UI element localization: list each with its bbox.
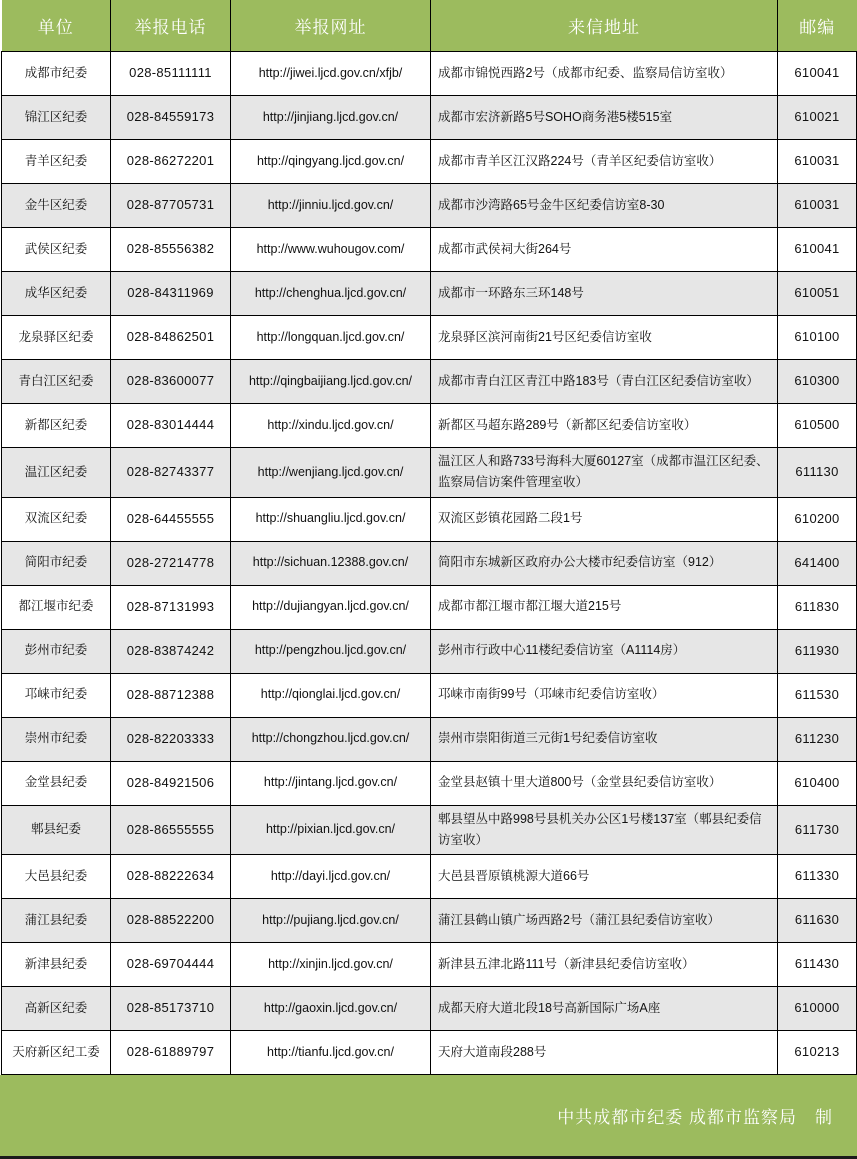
address-cell: 大邑县晋原镇桃源大道66号 bbox=[431, 855, 778, 899]
unit-cell: 新都区纪委 bbox=[2, 404, 111, 448]
address-cell: 温江区人和路733号海科大厦60127室（成都市温江区纪委、监察局信访案件管理室收） bbox=[431, 448, 778, 498]
url-cell: http://gaoxin.ljcd.gov.cn/ bbox=[231, 987, 431, 1031]
zip-cell: 610400 bbox=[778, 761, 857, 805]
url-cell: http://dayi.ljcd.gov.cn/ bbox=[231, 855, 431, 899]
unit-cell: 彭州市纪委 bbox=[2, 629, 111, 673]
url-cell: http://chongzhou.ljcd.gov.cn/ bbox=[231, 717, 431, 761]
phone-cell: 028-83600077 bbox=[111, 360, 231, 404]
address-cell: 新津县五津北路111号（新津县纪委信访室收） bbox=[431, 943, 778, 987]
zip-cell: 611730 bbox=[778, 805, 857, 855]
zip-cell: 611930 bbox=[778, 629, 857, 673]
zip-cell: 610041 bbox=[778, 52, 857, 96]
phone-cell: 028-83014444 bbox=[111, 404, 231, 448]
phone-cell: 028-69704444 bbox=[111, 943, 231, 987]
url-cell: http://tianfu.ljcd.gov.cn/ bbox=[231, 1031, 431, 1075]
unit-cell: 大邑县纪委 bbox=[2, 855, 111, 899]
phone-cell: 028-87705731 bbox=[111, 184, 231, 228]
table-row bbox=[2, 52, 857, 96]
url-cell: http://jintang.ljcd.gov.cn/ bbox=[231, 761, 431, 805]
header-url: 举报网址 bbox=[231, 0, 431, 52]
table-row bbox=[2, 987, 857, 1031]
address-cell: 成都市沙湾路65号金牛区纪委信访室8-30 bbox=[431, 184, 778, 228]
zip-cell: 610021 bbox=[778, 96, 857, 140]
table-row bbox=[2, 228, 857, 272]
phone-cell: 028-27214778 bbox=[111, 541, 231, 585]
zip-cell: 610100 bbox=[778, 316, 857, 360]
table-row bbox=[2, 272, 857, 316]
address-cell: 郫县望丛中路998号县机关办公区1号楼137室（郫县纪委信访室收） bbox=[431, 805, 778, 855]
header-phone: 举报电话 bbox=[111, 0, 231, 52]
address-cell: 双流区彭镇花园路二段1号 bbox=[431, 497, 778, 541]
url-cell: http://pixian.ljcd.gov.cn/ bbox=[231, 805, 431, 855]
table-row bbox=[2, 629, 857, 673]
table-row bbox=[2, 855, 857, 899]
unit-cell: 成华区纪委 bbox=[2, 272, 111, 316]
url-cell: http://sichuan.12388.gov.cn/ bbox=[231, 541, 431, 585]
address-cell: 龙泉驿区滨河南街21号区纪委信访室收 bbox=[431, 316, 778, 360]
url-cell: http://www.wuhougov.com/ bbox=[231, 228, 431, 272]
phone-cell: 028-85556382 bbox=[111, 228, 231, 272]
url-cell: http://qingyang.ljcd.gov.cn/ bbox=[231, 140, 431, 184]
url-cell: http://xindu.ljcd.gov.cn/ bbox=[231, 404, 431, 448]
address-cell: 蒲江县鹤山镇广场西路2号（蒲江县纪委信访室收） bbox=[431, 899, 778, 943]
address-cell: 成都市锦悦西路2号（成都市纪委、监察局信访室收） bbox=[431, 52, 778, 96]
footer-bar bbox=[0, 1075, 857, 1159]
unit-cell: 简阳市纪委 bbox=[2, 541, 111, 585]
unit-cell: 蒲江县纪委 bbox=[2, 899, 111, 943]
table-row bbox=[2, 404, 857, 448]
url-cell: http://pengzhou.ljcd.gov.cn/ bbox=[231, 629, 431, 673]
address-cell: 成都市一环路东三环148号 bbox=[431, 272, 778, 316]
url-cell: http://wenjiang.ljcd.gov.cn/ bbox=[231, 448, 431, 498]
url-cell: http://jiwei.ljcd.gov.cn/xfjb/ bbox=[231, 52, 431, 96]
zip-cell: 610031 bbox=[778, 184, 857, 228]
url-cell: http://jinniu.ljcd.gov.cn/ bbox=[231, 184, 431, 228]
address-cell: 彭州市行政中心11楼纪委信访室（A1114房） bbox=[431, 629, 778, 673]
zip-cell: 610031 bbox=[778, 140, 857, 184]
phone-cell: 028-86555555 bbox=[111, 805, 231, 855]
unit-cell: 武侯区纪委 bbox=[2, 228, 111, 272]
table-row bbox=[2, 585, 857, 629]
address-cell: 成都天府大道北段18号高新国际广场A座 bbox=[431, 987, 778, 1031]
table-row bbox=[2, 717, 857, 761]
url-cell: http://jinjiang.ljcd.gov.cn/ bbox=[231, 96, 431, 140]
table-header bbox=[2, 0, 857, 52]
address-cell: 成都市都江堰市都江堰大道215号 bbox=[431, 585, 778, 629]
address-cell: 成都市青白江区青江中路183号（青白江区纪委信访室收） bbox=[431, 360, 778, 404]
address-cell: 新都区马超东路289号（新都区纪委信访室收） bbox=[431, 404, 778, 448]
unit-cell: 龙泉驿区纪委 bbox=[2, 316, 111, 360]
unit-cell: 青白江区纪委 bbox=[2, 360, 111, 404]
phone-cell: 028-84862501 bbox=[111, 316, 231, 360]
unit-cell: 温江区纪委 bbox=[2, 448, 111, 498]
url-cell: http://chenghua.ljcd.gov.cn/ bbox=[231, 272, 431, 316]
table-row bbox=[2, 761, 857, 805]
phone-cell: 028-84921506 bbox=[111, 761, 231, 805]
phone-cell: 028-88712388 bbox=[111, 673, 231, 717]
zip-cell: 611830 bbox=[778, 585, 857, 629]
url-cell: http://shuangliu.ljcd.gov.cn/ bbox=[231, 497, 431, 541]
phone-cell: 028-86272201 bbox=[111, 140, 231, 184]
unit-cell: 金堂县纪委 bbox=[2, 761, 111, 805]
unit-cell: 天府新区纪工委 bbox=[2, 1031, 111, 1075]
phone-cell: 028-85111111 bbox=[111, 52, 231, 96]
table-row bbox=[2, 1031, 857, 1075]
unit-cell: 郫县纪委 bbox=[2, 805, 111, 855]
zip-cell: 611330 bbox=[778, 855, 857, 899]
table-body bbox=[2, 52, 857, 1075]
url-cell: http://qingbaijiang.ljcd.gov.cn/ bbox=[231, 360, 431, 404]
address-cell: 邛崃市南街99号（邛崃市纪委信访室收） bbox=[431, 673, 778, 717]
address-cell: 金堂县赵镇十里大道800号（金堂县纪委信访室收） bbox=[431, 761, 778, 805]
table-row bbox=[2, 96, 857, 140]
zip-cell: 611430 bbox=[778, 943, 857, 987]
zip-cell: 611530 bbox=[778, 673, 857, 717]
url-cell: http://xinjin.ljcd.gov.cn/ bbox=[231, 943, 431, 987]
footer-credit: 中共成都市纪委 成都市监察局 制 bbox=[557, 1108, 833, 1127]
table-row bbox=[2, 184, 857, 228]
table-row bbox=[2, 448, 857, 498]
zip-cell: 610213 bbox=[778, 1031, 857, 1075]
phone-cell: 028-87131993 bbox=[111, 585, 231, 629]
zip-cell: 641400 bbox=[778, 541, 857, 585]
phone-cell: 028-88522200 bbox=[111, 899, 231, 943]
address-cell: 天府大道南段288号 bbox=[431, 1031, 778, 1075]
phone-cell: 028-61889797 bbox=[111, 1031, 231, 1075]
unit-cell: 青羊区纪委 bbox=[2, 140, 111, 184]
url-cell: http://dujiangyan.ljcd.gov.cn/ bbox=[231, 585, 431, 629]
zip-cell: 611130 bbox=[778, 448, 857, 498]
report-contacts-table bbox=[1, 0, 857, 1075]
unit-cell: 锦江区纪委 bbox=[2, 96, 111, 140]
zip-cell: 610041 bbox=[778, 228, 857, 272]
zip-cell: 610000 bbox=[778, 987, 857, 1031]
phone-cell: 028-84559173 bbox=[111, 96, 231, 140]
unit-cell: 邛崃市纪委 bbox=[2, 673, 111, 717]
header-unit: 单位 bbox=[2, 0, 111, 52]
zip-cell: 610200 bbox=[778, 497, 857, 541]
zip-cell: 610300 bbox=[778, 360, 857, 404]
zip-cell: 611230 bbox=[778, 717, 857, 761]
address-cell: 成都市青羊区江汉路224号（青羊区纪委信访室收） bbox=[431, 140, 778, 184]
zip-cell: 611630 bbox=[778, 899, 857, 943]
unit-cell: 金牛区纪委 bbox=[2, 184, 111, 228]
table-row bbox=[2, 943, 857, 987]
unit-cell: 双流区纪委 bbox=[2, 497, 111, 541]
phone-cell: 028-88222634 bbox=[111, 855, 231, 899]
unit-cell: 崇州市纪委 bbox=[2, 717, 111, 761]
table-row bbox=[2, 899, 857, 943]
table-row bbox=[2, 497, 857, 541]
table-row bbox=[2, 140, 857, 184]
table-row bbox=[2, 541, 857, 585]
table-row bbox=[2, 805, 857, 855]
unit-cell: 成都市纪委 bbox=[2, 52, 111, 96]
table-row bbox=[2, 360, 857, 404]
address-cell: 成都市宏济新路5号SOHO商务港5楼515室 bbox=[431, 96, 778, 140]
phone-cell: 028-84311969 bbox=[111, 272, 231, 316]
url-cell: http://longquan.ljcd.gov.cn/ bbox=[231, 316, 431, 360]
unit-cell: 高新区纪委 bbox=[2, 987, 111, 1031]
phone-cell: 028-82743377 bbox=[111, 448, 231, 498]
address-cell: 简阳市东城新区政府办公大楼市纪委信访室（912） bbox=[431, 541, 778, 585]
phone-cell: 028-64455555 bbox=[111, 497, 231, 541]
url-cell: http://pujiang.ljcd.gov.cn/ bbox=[231, 899, 431, 943]
phone-cell: 028-83874242 bbox=[111, 629, 231, 673]
address-cell: 成都市武侯祠大街264号 bbox=[431, 228, 778, 272]
unit-cell: 都江堰市纪委 bbox=[2, 585, 111, 629]
header-row bbox=[2, 0, 857, 52]
url-cell: http://qionglai.ljcd.gov.cn/ bbox=[231, 673, 431, 717]
table-row bbox=[2, 673, 857, 717]
zip-cell: 610051 bbox=[778, 272, 857, 316]
address-cell: 崇州市崇阳街道三元街1号纪委信访室收 bbox=[431, 717, 778, 761]
phone-cell: 028-82203333 bbox=[111, 717, 231, 761]
header-address: 来信地址 bbox=[431, 0, 778, 52]
phone-cell: 028-85173710 bbox=[111, 987, 231, 1031]
header-zip: 邮编 bbox=[778, 0, 857, 52]
table-row bbox=[2, 316, 857, 360]
zip-cell: 610500 bbox=[778, 404, 857, 448]
unit-cell: 新津县纪委 bbox=[2, 943, 111, 987]
